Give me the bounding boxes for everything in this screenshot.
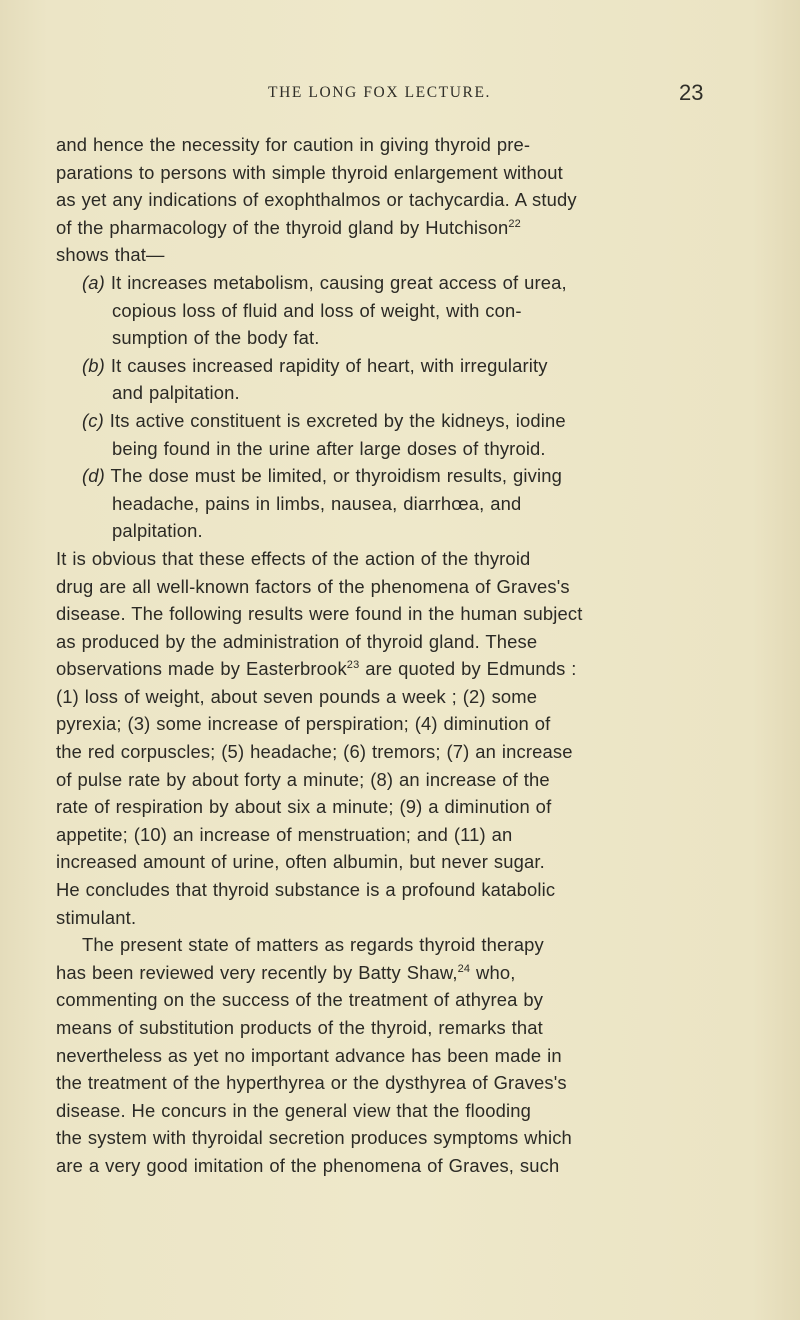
footnote-ref: 22 xyxy=(508,217,521,230)
list-label: (d) xyxy=(82,465,105,487)
text-line: as produced by the administration of thyroid gland. These xyxy=(56,630,538,652)
text-line: disease. He concurs in the general view that the flooding xyxy=(56,1099,532,1121)
text-line: appetite; (10) an increase of menstruation; and (11) an xyxy=(56,823,513,845)
page-number: 23 xyxy=(679,80,704,105)
text-line: increased amount of urine, often albumin, but never sugar. xyxy=(56,851,545,873)
text-line: as yet any indications of exophthalmos or tachycardia. A study xyxy=(56,189,577,211)
text-line: sumption of the body fat. xyxy=(112,327,320,349)
text-line: (1) loss of weight, about seven pounds a week ; (2) some xyxy=(56,685,538,707)
text-segment: The dose must be limited, or thyroidism results, giving xyxy=(110,465,563,487)
text-segment: It causes increased rapidity of heart, with irregularity xyxy=(110,354,548,376)
text-line: rate of respiration by about six a minute; (9) a diminution of xyxy=(56,796,552,818)
text-line: and palpitation. xyxy=(112,382,240,404)
text-line: nevertheless as yet no important advance has been made in xyxy=(56,1044,562,1066)
text-line: parations to persons with simple thyroid enlargement without xyxy=(56,161,563,183)
body-text xyxy=(56,131,712,1180)
text-segment: of the pharmacology of the thyroid gland by Hutchison xyxy=(56,216,509,238)
text-line: stimulant. xyxy=(56,906,137,928)
text-line: of pulse rate by about forty a minute; (8) an increase of the xyxy=(56,768,550,790)
running-head: THE LONG FOX LECTURE. xyxy=(268,84,492,101)
page-header xyxy=(0,80,800,114)
text-line: pyrexia; (3) some increase of perspiration; (4) diminution of xyxy=(56,713,551,735)
text-line: disease. The following results were found in the human subject xyxy=(56,603,583,625)
text-segment: are quoted by Edmunds : xyxy=(359,658,577,680)
list-item-d xyxy=(56,462,712,490)
text-segment: has been reviewed very recently by Batty Shaw, xyxy=(56,961,458,983)
text-line xyxy=(56,214,712,242)
text-line: the system with thyroidal secretion produces symptoms which xyxy=(56,1127,572,1149)
text-line: The present state of matters as regards thyroid therapy xyxy=(82,934,544,956)
list-item-a xyxy=(56,269,712,297)
text-line: drug are all well-known factors of the phenomena of Graves's xyxy=(56,575,570,597)
text-line: He concludes that thyroid substance is a profound katabolic xyxy=(56,879,556,901)
list-label: (a) xyxy=(82,271,105,293)
text-line xyxy=(56,655,712,683)
list-item-b xyxy=(56,352,712,380)
text-line: being found in the urine after large doses of thyroid. xyxy=(112,437,546,459)
list-label: (b) xyxy=(82,354,105,376)
text-line: It is obvious that these effects of the action of the thyroid xyxy=(56,547,531,569)
text-line: and hence the necessity for caution in giving thyroid pre- xyxy=(56,134,531,155)
footnote-ref: 23 xyxy=(346,659,360,672)
list-label: (c) xyxy=(82,409,104,431)
text-line: means of substitution products of the thyroid, remarks that xyxy=(56,1017,543,1038)
text-line xyxy=(56,959,712,987)
text-line: shows that— xyxy=(56,244,165,266)
text-line: commenting on the success of the treatment of athyrea by xyxy=(56,989,544,1011)
text-line: headache, pains in limbs, nausea, diarrhœa, and xyxy=(112,492,522,514)
text-line: copious loss of fluid and loss of weight, with con- xyxy=(112,299,522,321)
text-segment: Its active constituent is excreted by the kidneys, iodine xyxy=(109,409,566,431)
footnote-ref: 24 xyxy=(457,962,471,975)
text-line: the treatment of the hyperthyrea or the dysthyrea of Graves's xyxy=(56,1072,567,1094)
text-segment: who, xyxy=(470,961,516,983)
text-line: are a very good imitation of the phenomena of Graves, such xyxy=(56,1154,560,1176)
text-line: palpitation. xyxy=(112,520,203,542)
text-segment: observations made by Easterbrook xyxy=(56,658,347,680)
text-line: the red corpuscles; (5) headache; (6) tremors; (7) an increase xyxy=(56,741,573,763)
text-segment: It increases metabolism, causing great access of urea, xyxy=(110,271,567,293)
list-item-c xyxy=(56,407,712,435)
